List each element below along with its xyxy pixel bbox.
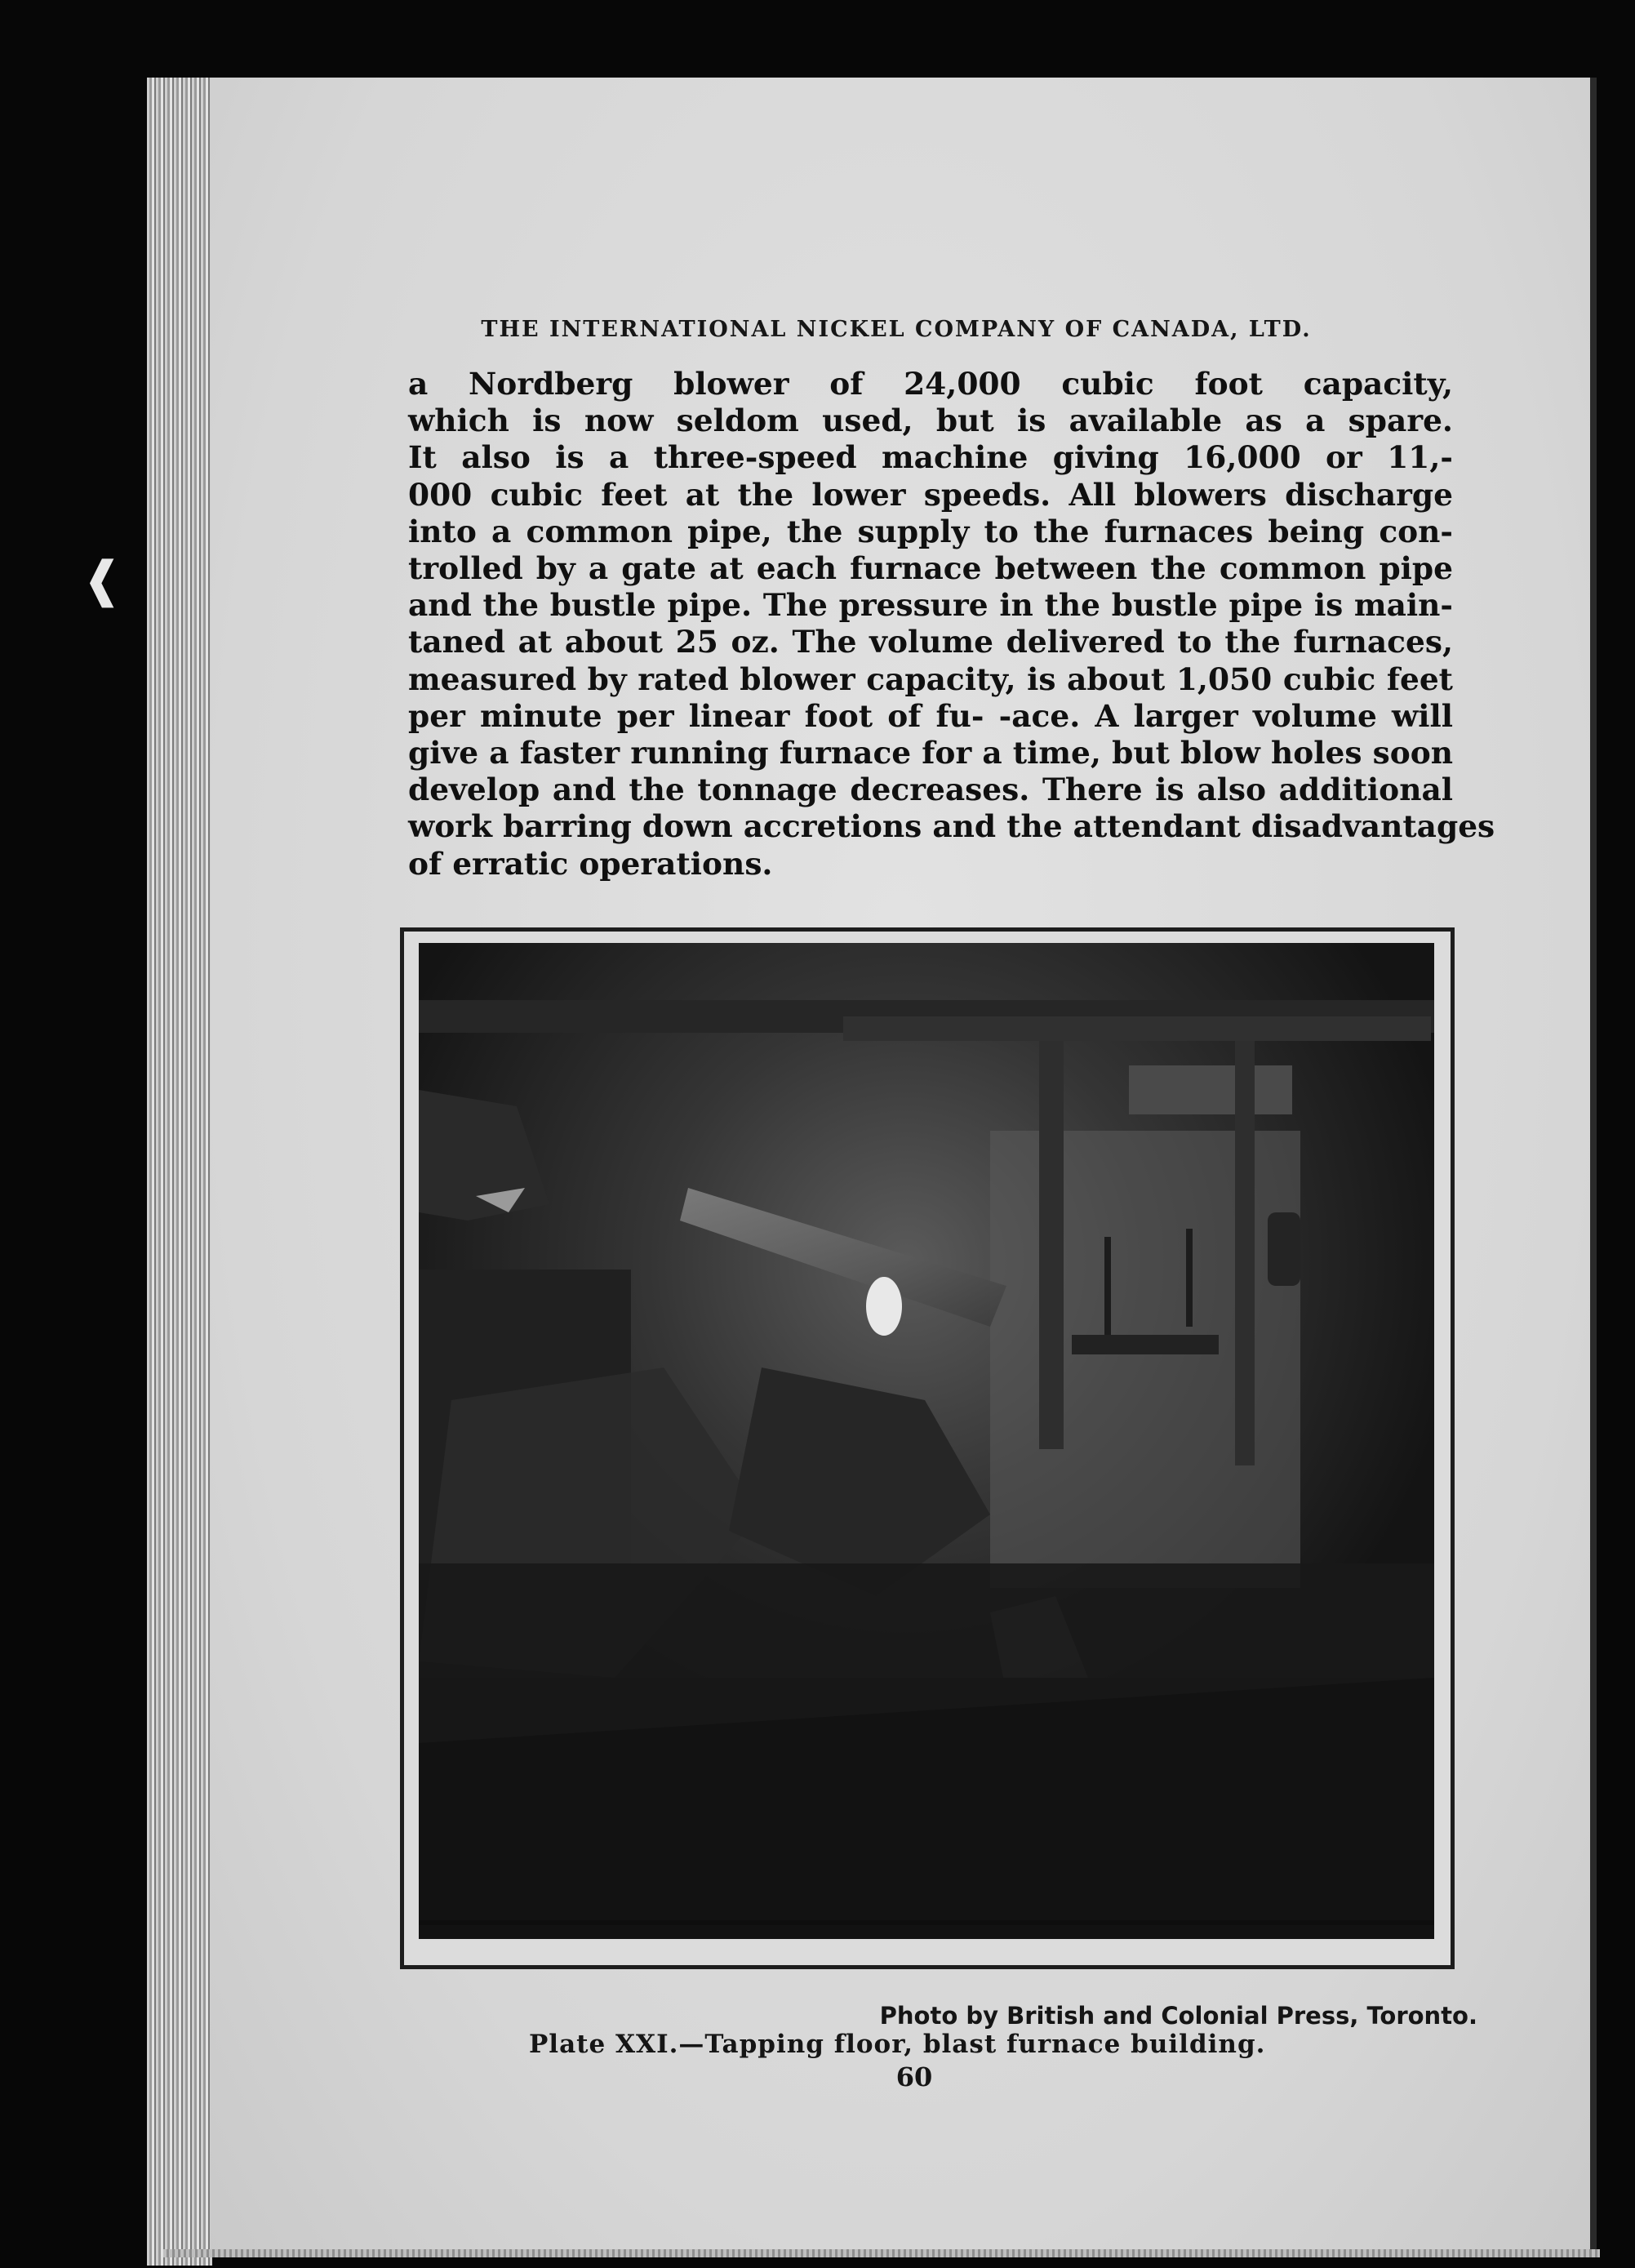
body-line: give a faster running furnace for a time, but blow holes soon (408, 735, 1453, 772)
body-line: per minute per linear foot of fu- -ace. A larger volume will (408, 697, 1453, 734)
body-line: and the bustle pipe. The pressure in the bustle pipe is main- (408, 587, 1453, 624)
page-number: 60 (895, 2061, 933, 2092)
body-line: measured by rated blower capacity, is about 1,050 cubic feet (408, 660, 1453, 697)
plate-photograph (419, 943, 1434, 1939)
body-line: 000 cubic feet at the lower speeds. All blowers discharge (408, 476, 1453, 513)
body-line: work barring down accretions and the attendant disadvantages (408, 808, 1495, 845)
body-line: taned at about 25 oz. The volume delivered to the furnaces, (408, 624, 1453, 660)
body-paragraph (408, 366, 1495, 883)
body-line: into a common pipe, the supply to the furnaces being con- (408, 513, 1453, 549)
page-right-edge (1590, 78, 1597, 2257)
body-line: develop and the tonnage decreases. There is also additional (408, 772, 1453, 808)
body-line: which is now seldom used, but is available as a spare. (408, 402, 1453, 439)
body-line: of erratic operations. (408, 845, 773, 882)
plate-photo-frame (400, 927, 1455, 1969)
running-head: THE INTERNATIONAL NICKEL COMPANY OF CANADA, LTD. (481, 317, 1312, 342)
body-line: a Nordberg blower of 24,000 cubic foot capacity, (408, 366, 1453, 402)
photo-credit: Photo by British and Colonial Press, Toronto. (879, 2002, 1477, 2030)
page-bottom-edge (163, 2249, 1600, 2257)
body-line: trolled by a gate at each furnace between the common pipe (408, 550, 1453, 587)
margin-mark: ❰ (82, 551, 123, 608)
plate-caption: Plate XXI.—Tapping floor, blast furnace building. (529, 2030, 1266, 2059)
body-line: It also is a three-speed machine giving 16,000 or 11,- (408, 439, 1453, 476)
book-spine-pages (147, 78, 212, 2266)
